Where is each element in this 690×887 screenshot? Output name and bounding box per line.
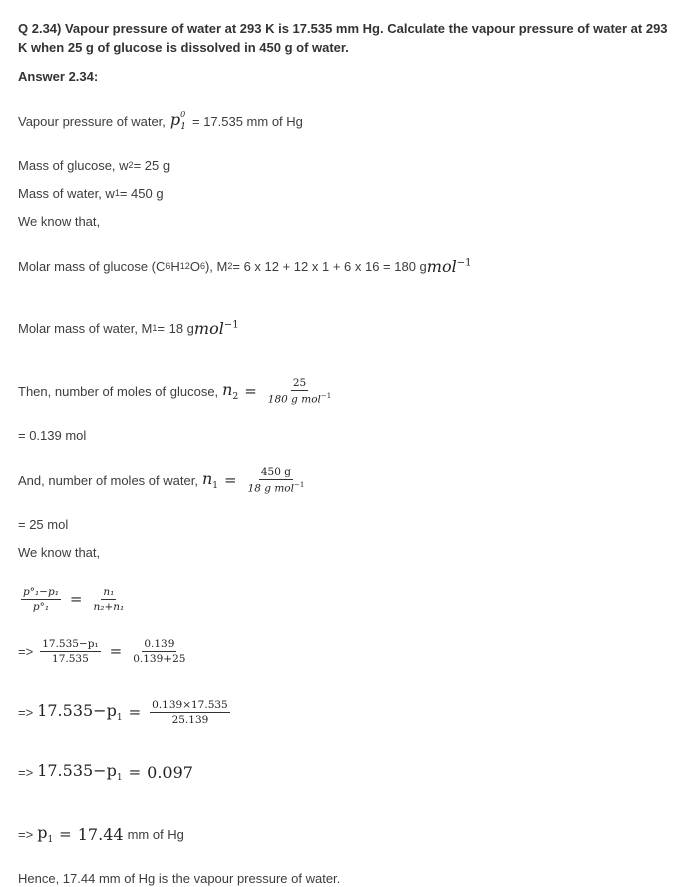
vapour-pressure-line	[18, 111, 303, 131]
mol-unit: mol$^{-1}$	[426, 256, 472, 276]
step3-line: => $17.535-p_1$ = 0.097	[18, 760, 193, 784]
raoult-rhs-fraction: $\frac{\text{n₁}}{\text{n₂+n₁}}$	[93, 585, 125, 613]
n1-symbol: $n_1$	[201, 468, 218, 492]
vp-prefix: Vapour pressure of water,	[18, 113, 166, 129]
moles-glucose-result: = 0.139 mol	[18, 427, 87, 443]
answer-label: Answer 2.34:	[18, 68, 99, 84]
step2-line: => $17.535-p_1$ = $\frac{0.139\times 17.535}{25.139}$	[18, 698, 228, 726]
conclusion-text: Hence, 17.44 mm of Hg is the vapour pressure of water.	[18, 870, 341, 886]
n2-symbol: $n_2$	[222, 379, 239, 403]
moles-water-line: And, number of moles of water, $n_1$ = $\frac{450 g}{18 g mol^{-1}}$	[18, 465, 305, 495]
moles-water-fraction: $\frac{450 g}{18 g mol^{-1}}$	[247, 465, 305, 495]
moles-water-result: = 25 mol	[18, 516, 69, 532]
step1-line: => $\frac{\text{17.535−p₁}}{17.535}$ = $\frac{0.139}{0.139+25}$	[18, 637, 186, 665]
question-text: Q 2.34) Vapour pressure of water at 293 K is 17.535 mm Hg. Calculate the vapour pressure of water at 293 K when 25 g of glucose is dissolved in 450 g of water.	[18, 21, 668, 55]
raoult-lhs-fraction: $\frac{\text{p°₁−p₁}}{\text{p°₁}}$	[23, 585, 59, 613]
step4-line: => $p_1$ = 17.44 mm of Hg	[18, 822, 184, 846]
we-know-that-1: We know that,	[18, 213, 101, 229]
step1-rhs-fraction: $\frac{0.139}{0.139+25}$	[133, 637, 186, 665]
we-know-that-2: We know that,	[18, 544, 101, 560]
molar-mass-water-line: Molar mass of water, M 1 = 18 g mol$^{-1}$	[18, 318, 239, 338]
mol-unit: mol$^{-1}$	[193, 318, 239, 338]
raoult-equation: $\frac{\text{p°₁−p₁}}{\text{p°₁}}$ = $\frac{\text{n₁}}{\text{n₂+n₁}}$	[23, 585, 125, 613]
moles-glucose-line: Then, number of moles of glucose, $n_2$ = $\frac{25}{180 g mol^{-1}}$	[18, 376, 332, 406]
vp-value: = 17.535 mm of Hg	[191, 113, 303, 129]
step2-fraction: $\frac{0.139\times 17.535}{25.139}$	[152, 698, 228, 726]
step1-lhs-fraction: $\frac{\text{17.535−p₁}}{17.535}$	[42, 637, 99, 665]
vp-symbol: $p^0_1$	[169, 109, 186, 133]
mass-water-line: Mass of water, w 1 = 450 g	[18, 185, 164, 201]
molar-mass-glucose-line: Molar mass of glucose (C 6 H 12 O 6 ), M 2 = 6 x 12 + 12 x 1 + 6 x 16 = 180 g mol$^{-1}$	[18, 256, 472, 276]
moles-glucose-fraction: $\frac{25}{180 g mol^{-1}}$	[267, 376, 332, 406]
mass-glucose-line: Mass of glucose, w 2 = 25 g	[18, 157, 171, 173]
